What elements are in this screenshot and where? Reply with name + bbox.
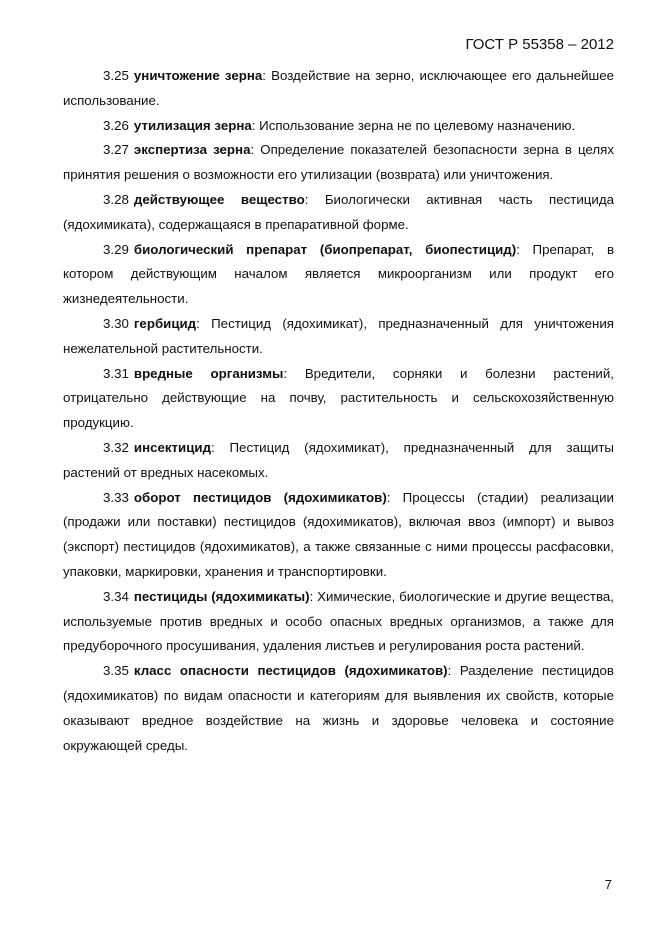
entry-definition: : Пестицид (ядохимикат), предназначенный для защиты растений от вредных насекомых. xyxy=(63,439,614,480)
entry-number: 3.31 xyxy=(103,365,129,381)
definition-entry-3-25 xyxy=(63,64,614,114)
entry-number: 3.33 xyxy=(103,489,129,505)
entry-term: пестициды (ядохимикаты) xyxy=(133,588,310,604)
entry-number: 3.34 xyxy=(103,588,129,604)
standard-designation: ГОСТ Р 55358 – 2012 xyxy=(465,36,614,53)
entry-definition: : Химические, биологические и другие вещества, используемые против вредных и особо опасных вредных организмов, а также для предуборочного просушивания, удаления листьев и регулирования роста растений. xyxy=(63,588,614,654)
entry-definition: : Определение показателей безопасности зерна в целях принятия решения о возможности его утилизации (возврата) или уничтожения. xyxy=(63,142,614,183)
entry-number: 3.25 xyxy=(103,68,129,83)
entry-number: 3.29 xyxy=(103,241,129,257)
definitions-list xyxy=(63,64,614,758)
definition-entry-3-27 xyxy=(63,138,614,188)
definition-entry-3-32 xyxy=(63,436,614,486)
entry-definition: : Биологически активная часть пестицида (ядохимиката), содержащаяся в препаративной форме. xyxy=(63,191,614,232)
entry-number: 3.27 xyxy=(103,142,129,158)
entry-number: 3.28 xyxy=(103,191,129,207)
entry-term: экспертиза зерна xyxy=(133,142,251,158)
definition-entry-3-33 xyxy=(63,486,614,585)
definition-entry-3-29 xyxy=(63,238,614,312)
entry-definition: : Использование зерна не по целевому назначению. xyxy=(251,117,576,133)
entry-term: инсектицид xyxy=(133,439,212,455)
definition-entry-3-34 xyxy=(63,585,614,659)
definition-entry-3-35 xyxy=(63,659,614,758)
entry-term: действующее вещество xyxy=(133,191,305,207)
definition-entry-3-31 xyxy=(63,362,614,436)
entry-term: уничтожение зерна xyxy=(133,68,263,83)
entry-definition: : Процессы (стадии) реализации (продажи или поставки) пестицидов (ядохимикатов), включая ввоз (импорт) и вывоз (экспорт) пестицидов (ядохимикатов), а также связанные с ними процессы расфасовки, упаковки, маркировки, хранения и транспортировки. xyxy=(63,489,614,579)
entry-definition: : Разделение пестицидов (ядохимикатов) по видам опасности и категориям для выявления их свойств, которые оказывают вредное воздействие на жизнь и здоровье человека и состояние окружающей среды. xyxy=(63,663,614,753)
entry-term: вредные организмы xyxy=(133,365,284,381)
definition-entry-3-30 xyxy=(63,312,614,362)
entry-term: биологический препарат (биопрепарат, биопестицид) xyxy=(133,241,517,257)
entry-definition: : Пестицид (ядохимикат), предназначенный для уничтожения нежелательной растительности. xyxy=(63,315,614,356)
entry-number: 3.26 xyxy=(103,117,129,133)
entry-number: 3.32 xyxy=(103,439,129,455)
entry-definition: : Воздействие на зерно, исключающее его дальнейшее использование. xyxy=(63,68,614,108)
document-header xyxy=(465,35,614,55)
entry-term: класс опасности пестицидов (ядохимикатов) xyxy=(133,663,448,679)
entry-number: 3.30 xyxy=(103,315,129,331)
entry-definition: : Препарат, в котором действующим началом является микроорганизм или продукт его жизнедеятельности. xyxy=(63,241,615,307)
entry-term: гербицид xyxy=(133,315,197,331)
definition-entry-3-28 xyxy=(63,188,614,238)
entry-term: оборот пестицидов (ядохимикатов) xyxy=(133,489,387,505)
entry-term: утилизация зерна xyxy=(133,117,252,133)
entry-number: 3.35 xyxy=(103,663,129,679)
page-number: 7 xyxy=(604,877,612,892)
entry-definition: : Вредители, сорняки и болезни растений, отрицательно действующие на почву, растительность и сельскохозяйственную продукцию. xyxy=(63,365,614,431)
definition-entry-3-26 xyxy=(63,114,614,139)
